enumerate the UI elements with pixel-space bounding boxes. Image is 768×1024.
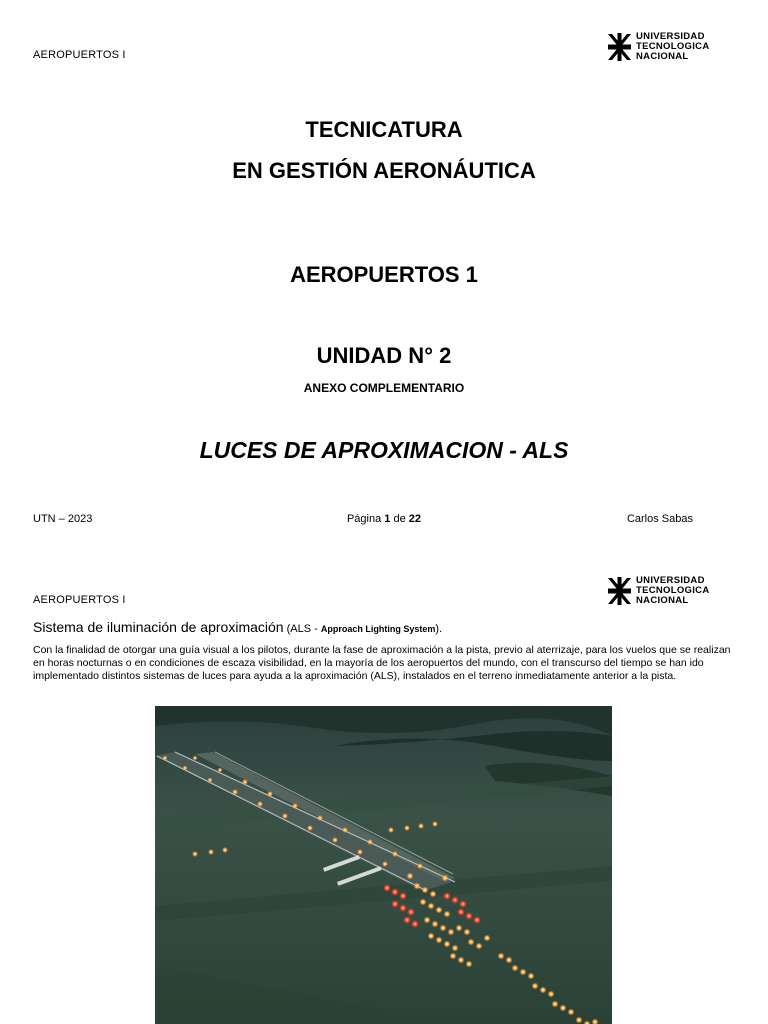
runway-aerial-image: [155, 706, 612, 1024]
section-heading: [33, 619, 442, 635]
approach-lights-photo: [155, 706, 612, 1024]
university-logo: [608, 576, 710, 606]
heading-paren-bold: Approach Lighting System: [320, 624, 436, 634]
logo-text: [636, 576, 710, 606]
title-line-2: EN GESTIÓN AERONÁUTICA: [232, 158, 536, 183]
logo-line-1: UNIVERSIDAD: [636, 575, 705, 586]
logo-line-3: NACIONAL: [636, 595, 689, 606]
unit-title: UNIDAD N° 2: [316, 343, 452, 368]
heading-paren-open: (ALS -: [283, 623, 321, 635]
page-header: AEROPUERTOS I: [33, 594, 126, 606]
footer-author: Carlos Sabas: [626, 513, 693, 525]
annex-label: ANEXO COMPLEMENTARIO: [303, 381, 465, 395]
document-page-2: [0, 555, 768, 1024]
logo-line-2: TECNOLOGICA: [636, 41, 710, 52]
logo-line-3: NACIONAL: [636, 51, 689, 62]
heading-paren-close: ).: [435, 623, 443, 635]
footer-left: UTN – 2023: [33, 513, 93, 525]
logo-text: [636, 32, 710, 62]
page-header: AEROPUERTOS I: [33, 49, 126, 61]
logo-line-2: TECNOLOGICA: [636, 585, 710, 596]
course-title: AEROPUERTOS 1: [290, 262, 478, 287]
page-mid: de: [390, 513, 409, 525]
page-current: 1: [384, 513, 391, 525]
heading-main: Sistema de iluminación de aproximación: [33, 619, 284, 635]
utn-logo-icon: [608, 33, 631, 61]
utn-logo-icon: [608, 577, 631, 605]
heading-paren: [284, 623, 443, 635]
page-total: 22: [408, 513, 422, 525]
title-line-1: TECNICATURA: [305, 117, 463, 142]
university-logo: [608, 32, 710, 62]
page-prefix: Página: [346, 513, 385, 525]
topic-title: LUCES DE APROXIMACION - ALS: [199, 437, 569, 463]
body-paragraph: Con la finalidad de otorgar una guía visual a los pilotos, durante la fase de aproximación a la pista, previo al aterrizaje, para los vuelos que se realizan en horas nocturnas o en condiciones de escaza visibilidad, en la mayoría de los aeropuertos del mundo, con el transcurso del tiempo se han ido implementado distintos sistemas de luces para ayuda a la aproximación (ALS), instalados en el terreno inmediatamente anterior a la pista.: [33, 644, 731, 683]
logo-line-1: UNIVERSIDAD: [636, 31, 705, 42]
